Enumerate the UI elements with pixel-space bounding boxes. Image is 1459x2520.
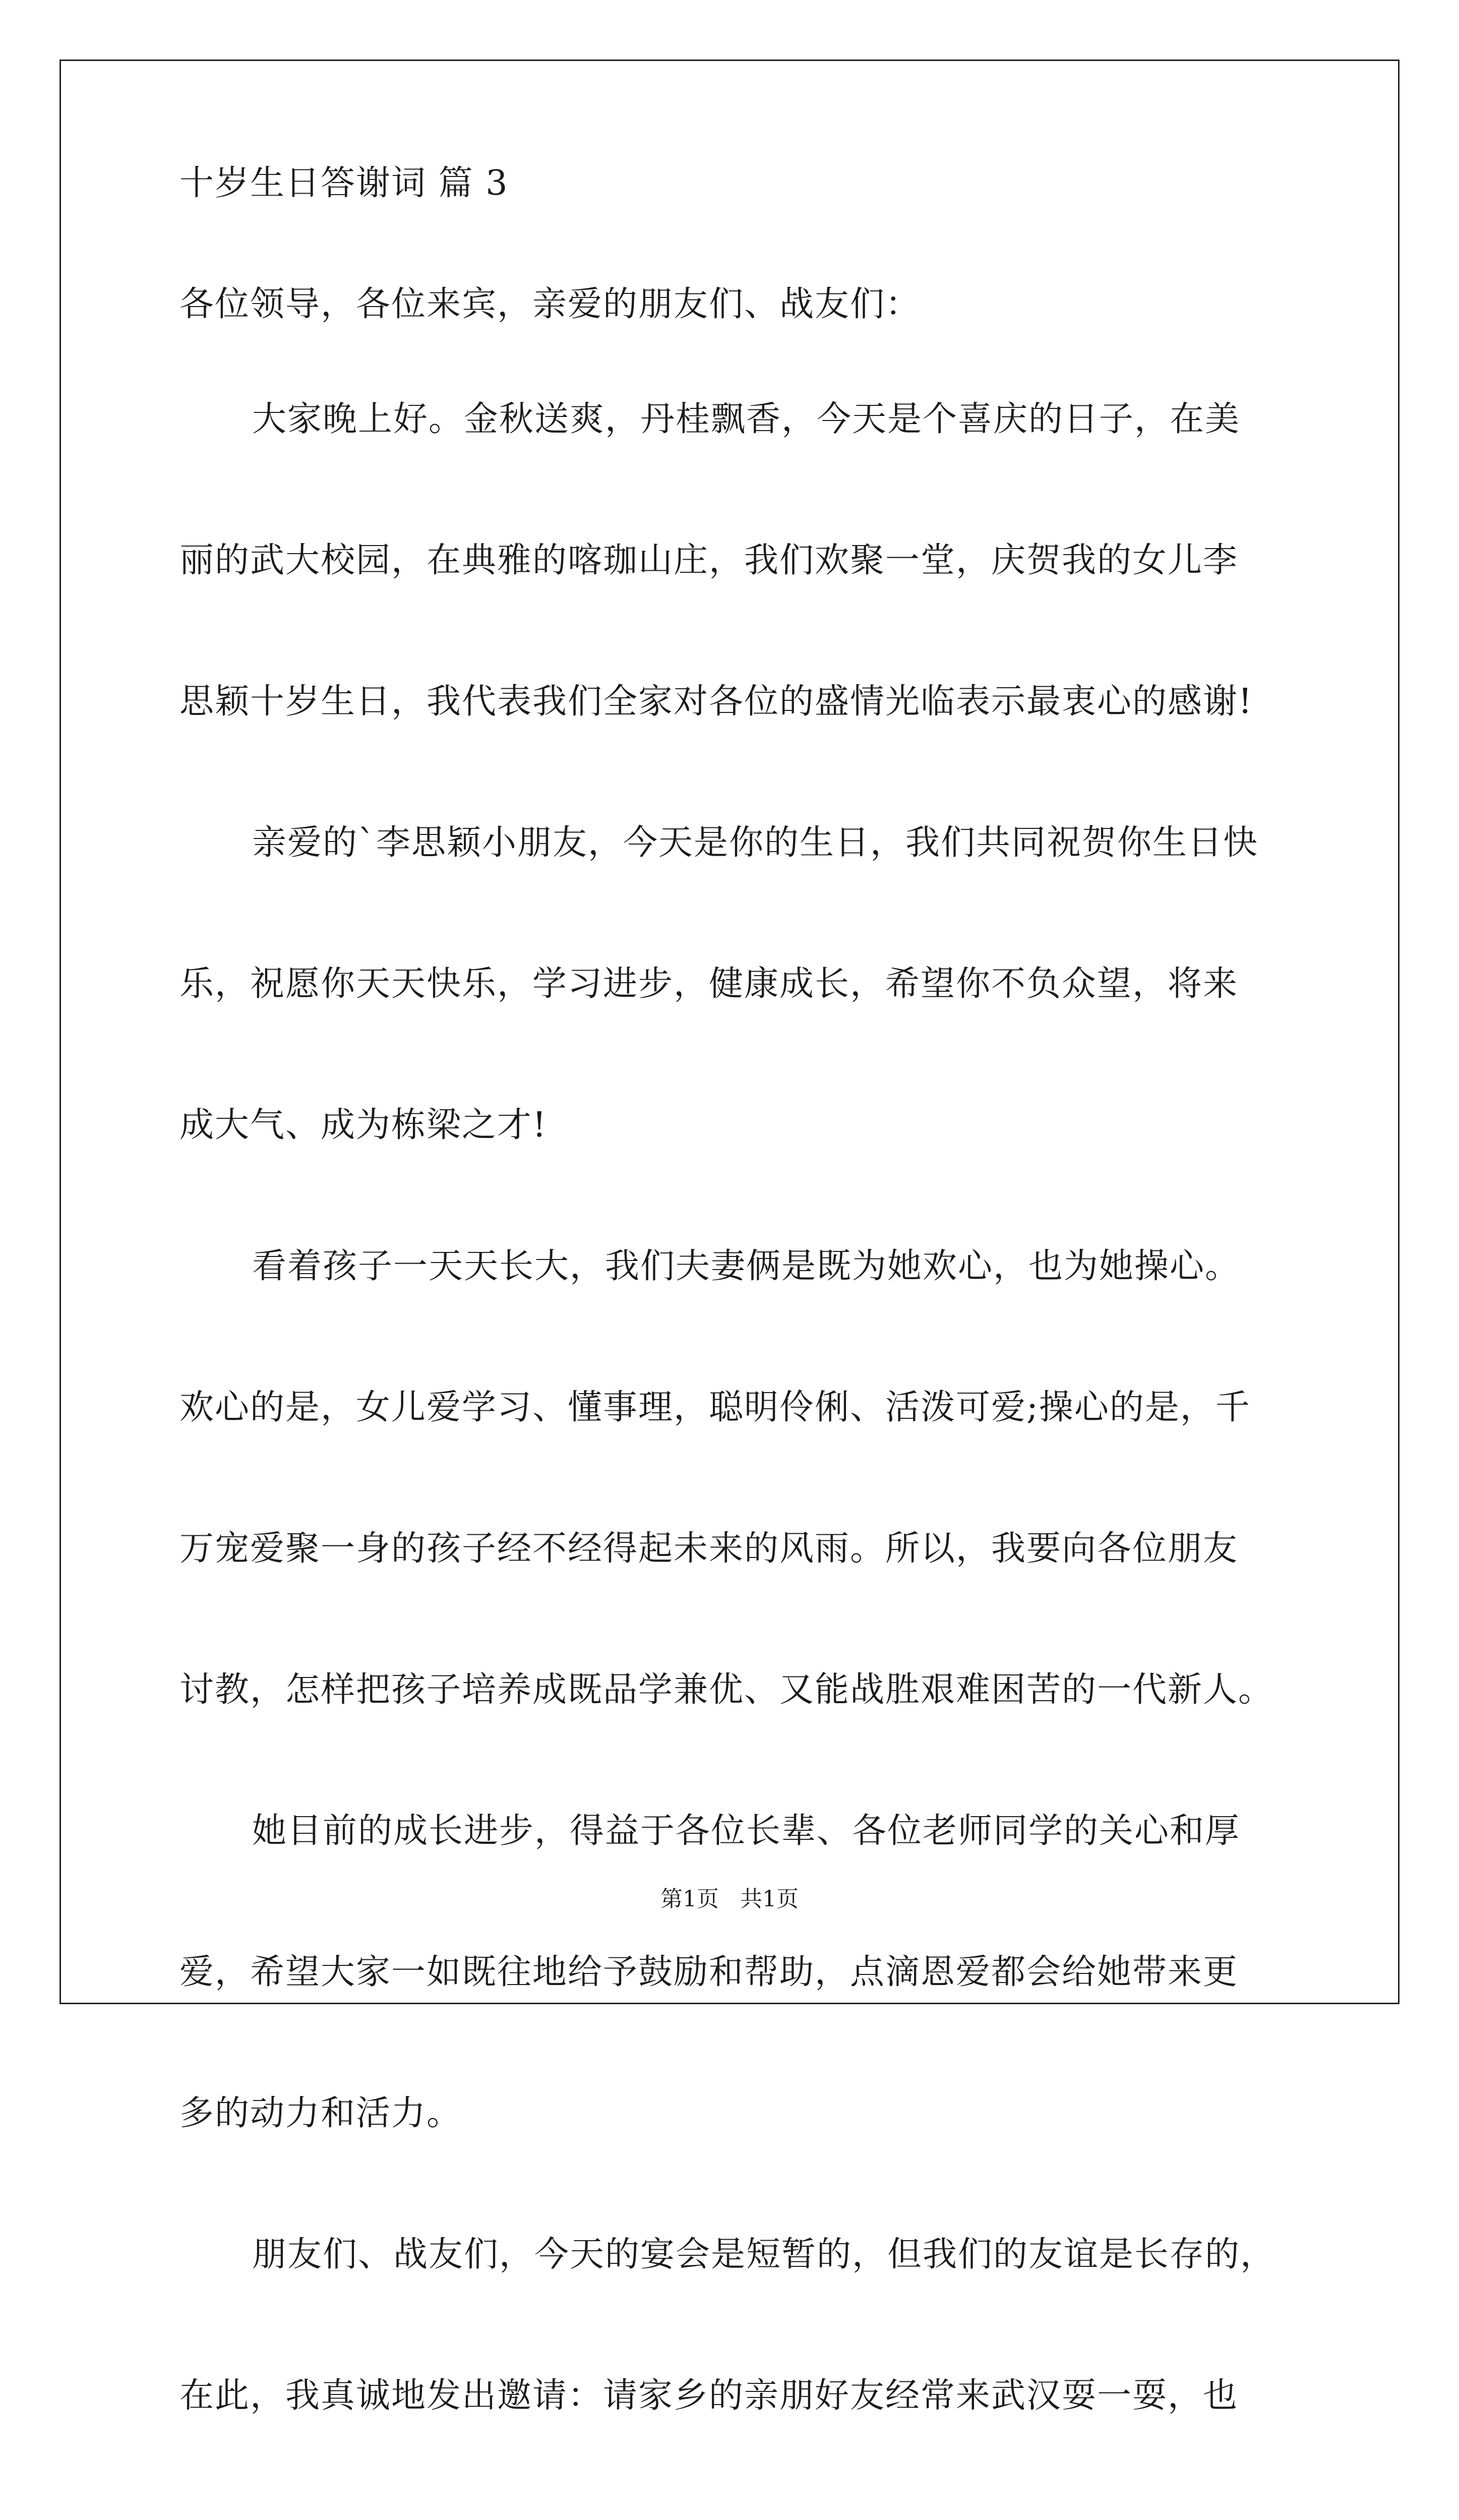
paragraph-line: 亲爱的`李思颖小朋友，今天是你的生日，我们共同祝贺你生日快 (252, 823, 1259, 863)
document-body (179, 163, 1289, 2520)
paragraph-line: 在此，我真诚地发出邀请：请家乡的亲朋好友经常来武汉耍一耍，也 (179, 2376, 1239, 2416)
page-number-footer: 第1页 共1页 (660, 1886, 799, 1912)
paragraph-line: 丽的武大校园，在典雅的喀珈山庄，我们欢聚一堂，庆贺我的女儿李 (179, 541, 1239, 580)
document-title: 十岁生日答谢词 篇 3 (179, 163, 509, 203)
paragraph-line: 大家晚上好。金秋送爽，丹桂飘香，今天是个喜庆的日子，在美 (252, 399, 1241, 439)
paragraph-line: 乐，祝愿你天天快乐，学习进步，健康成长，希望你不负众望，将来 (179, 964, 1239, 1004)
paragraph-line: 欢心的是，女儿爱学习、懂事理，聪明伶俐、活泼可爱;操心的是，千 (179, 1388, 1251, 1427)
paragraph-line: 爱，希望大家一如既往地给予鼓励和帮助，点滴恩爱都会给她带来更 (179, 1952, 1239, 1992)
paragraph-line: 多的动力和活力。 (179, 2093, 462, 2133)
paragraph-line: 讨教，怎样把孩子培养成既品学兼优、又能战胜艰难困苦的一代新人。 (179, 1670, 1274, 1710)
paragraph-line: 看着孩子一天天长大，我们夫妻俩是既为她欢心，也为她操心。 (252, 1246, 1241, 1286)
paragraph-line: 万宠爱聚一身的孩子经不经得起未来的风雨。所以，我要向各位朋友 (179, 1529, 1239, 1569)
paragraph-line: 思颖十岁生日，我代表我们全家对各位的盛情光临表示最衷心的感谢! (179, 682, 1253, 722)
paragraph-line: 成大气、成为栋梁之才! (179, 1105, 548, 1145)
paragraph-line: 她目前的成长进步，得益于各位长辈、各位老师同学的关心和厚 (252, 1811, 1241, 1851)
paragraph-line: 朋友们、战友们，今天的宴会是短暂的，但我们的友谊是长存的， (252, 2235, 1276, 2274)
greeting-line: 各位领导，各位来宾，亲爱的朋友们、战友们： (179, 284, 921, 324)
